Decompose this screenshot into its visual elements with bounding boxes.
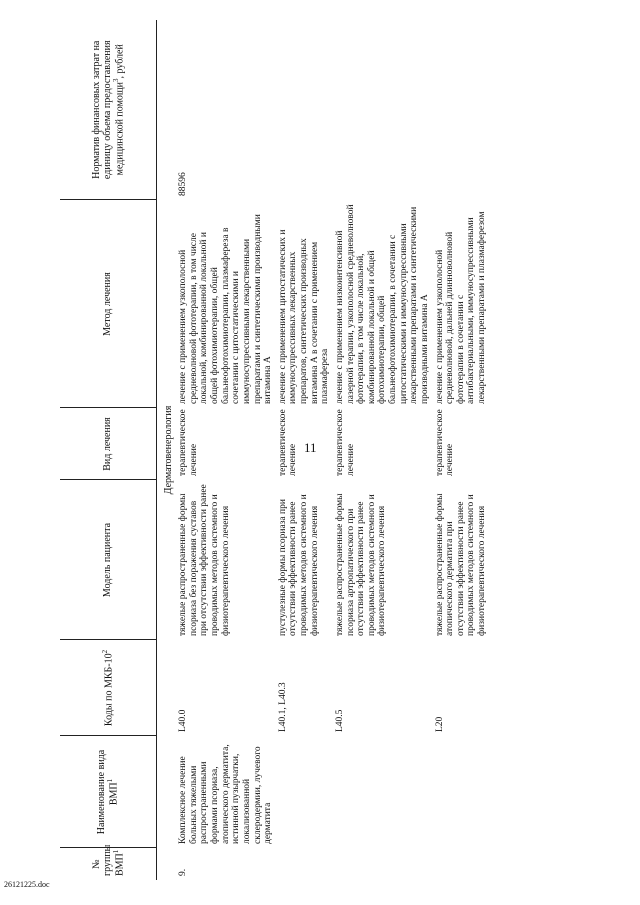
document-code: 26121225.doc [4,880,50,889]
cell-vmp-name [433,736,490,848]
table-row [176,20,276,880]
table-header-row [60,20,157,880]
cell-type: терапевтическое лечение [178,409,199,476]
cell-model: тяжелые распространенные формы псориаза артропатического при отсутствии эффективности ранее проводимых методов системного и физиотерапевтического лечения [334,493,388,636]
header-treatment-type: Вид лечения [60,408,157,480]
header-vmp-name: Наименование вида ВМП$^1$ [60,736,157,848]
cell-codes: L40.1, L40.3 [277,682,288,732]
page-number: 11 [304,440,317,455]
cell-norm [333,20,433,200]
cell-group: 9. [178,868,189,876]
cell-model: тяжелые распространенные формы атопического дерматита при отсутствии эффективности ранее проводимых методов системного и физиотерапевтического лечения [434,493,488,636]
section-title: Дерматовенерология [163,405,174,495]
cell-codes: L40.0 [178,709,189,732]
header-group-number: № группы ВМП$^1$ [60,848,157,880]
cell-model: тяжелые распространенные формы псориаза без поражения суставов при отсутствии эффективности ранее проводимых методов системного и физиотерапевтического лечения [178,484,231,636]
cell-group [433,848,490,880]
cell-method: лечение с применением низкоинтенсивной лазерной терапии, узкополосной средневолновой фототерапии, в том числе локальной, комбинированной локальной и общей фотохимиотерапии, общей бальнеофотохимиотерапии, в сочетании с цитостатическими и иммуносупрессивными лекарственными препаратами и синтетическими производными витамина А [334,204,430,404]
cell-method: лечение с применением узкополосной средневолновой, дальней длинноволновой фототерапии в сочетании с антибактериальными, иммуносупрессивными лекарственными препаратами и плазмаферезом [434,211,488,404]
cell-method: лечение с применением цитостатических и иммуносупрессивных лекарственных препаратов, синтетических производных витамина А в сочетании с применением плазмафереза [277,229,331,404]
vmp-table [60,20,490,880]
cell-group [276,848,333,880]
cell-norm [433,20,490,200]
cell-type: терапевтическое лечение [334,409,356,476]
cell-norm: 88596 [178,172,189,196]
header-icd-codes: Коды по МКБ-$10^2$ [60,640,157,736]
rotated-table-container [60,20,620,880]
table-row [433,20,490,880]
cell-vmp-name [333,736,433,848]
cell-group [333,848,433,880]
cell-norm [276,20,333,200]
table-row [333,20,433,880]
table-row [276,20,333,880]
cell-type: терапевтическое лечение [434,409,456,476]
cell-type: терапевтическое лечение [277,409,299,476]
section-row [157,20,177,880]
cell-codes: L20 [434,716,445,732]
header-cost-norm: Норматив финансовых затрат на единицу объема предоставления медицинской помощи$^3$, рублей [60,20,157,200]
cell-vmp-name [276,736,333,848]
header-patient-model: Модель пациента [60,480,157,640]
cell-model: пустулезные формы псориаза при отсутствии эффективности ранее проводимых методов системного и физиотерапевтического лечения [277,494,320,636]
cell-method: лечение с применением узкополосной средневолновой фототерапии, в том числе локальной, комбинированной локальной и общей фотохимиотерапии, общей бальнеофотохимиотерапии, плазмафереза в сочетании с цитостатическими и иммуносупрессивными лекарственными препаратами и синтетическими производными витамина А [178,214,274,404]
cell-codes: L40.5 [334,709,345,732]
cell-vmp-name: Комплексное лечение больных тяжелыми распространенными формами псориаза, атопического дерматита, истинной пузырчатки, локализованной склеродермии, лучевого дерматита [178,744,274,844]
header-treatment-method: Метод лечения [60,200,157,408]
